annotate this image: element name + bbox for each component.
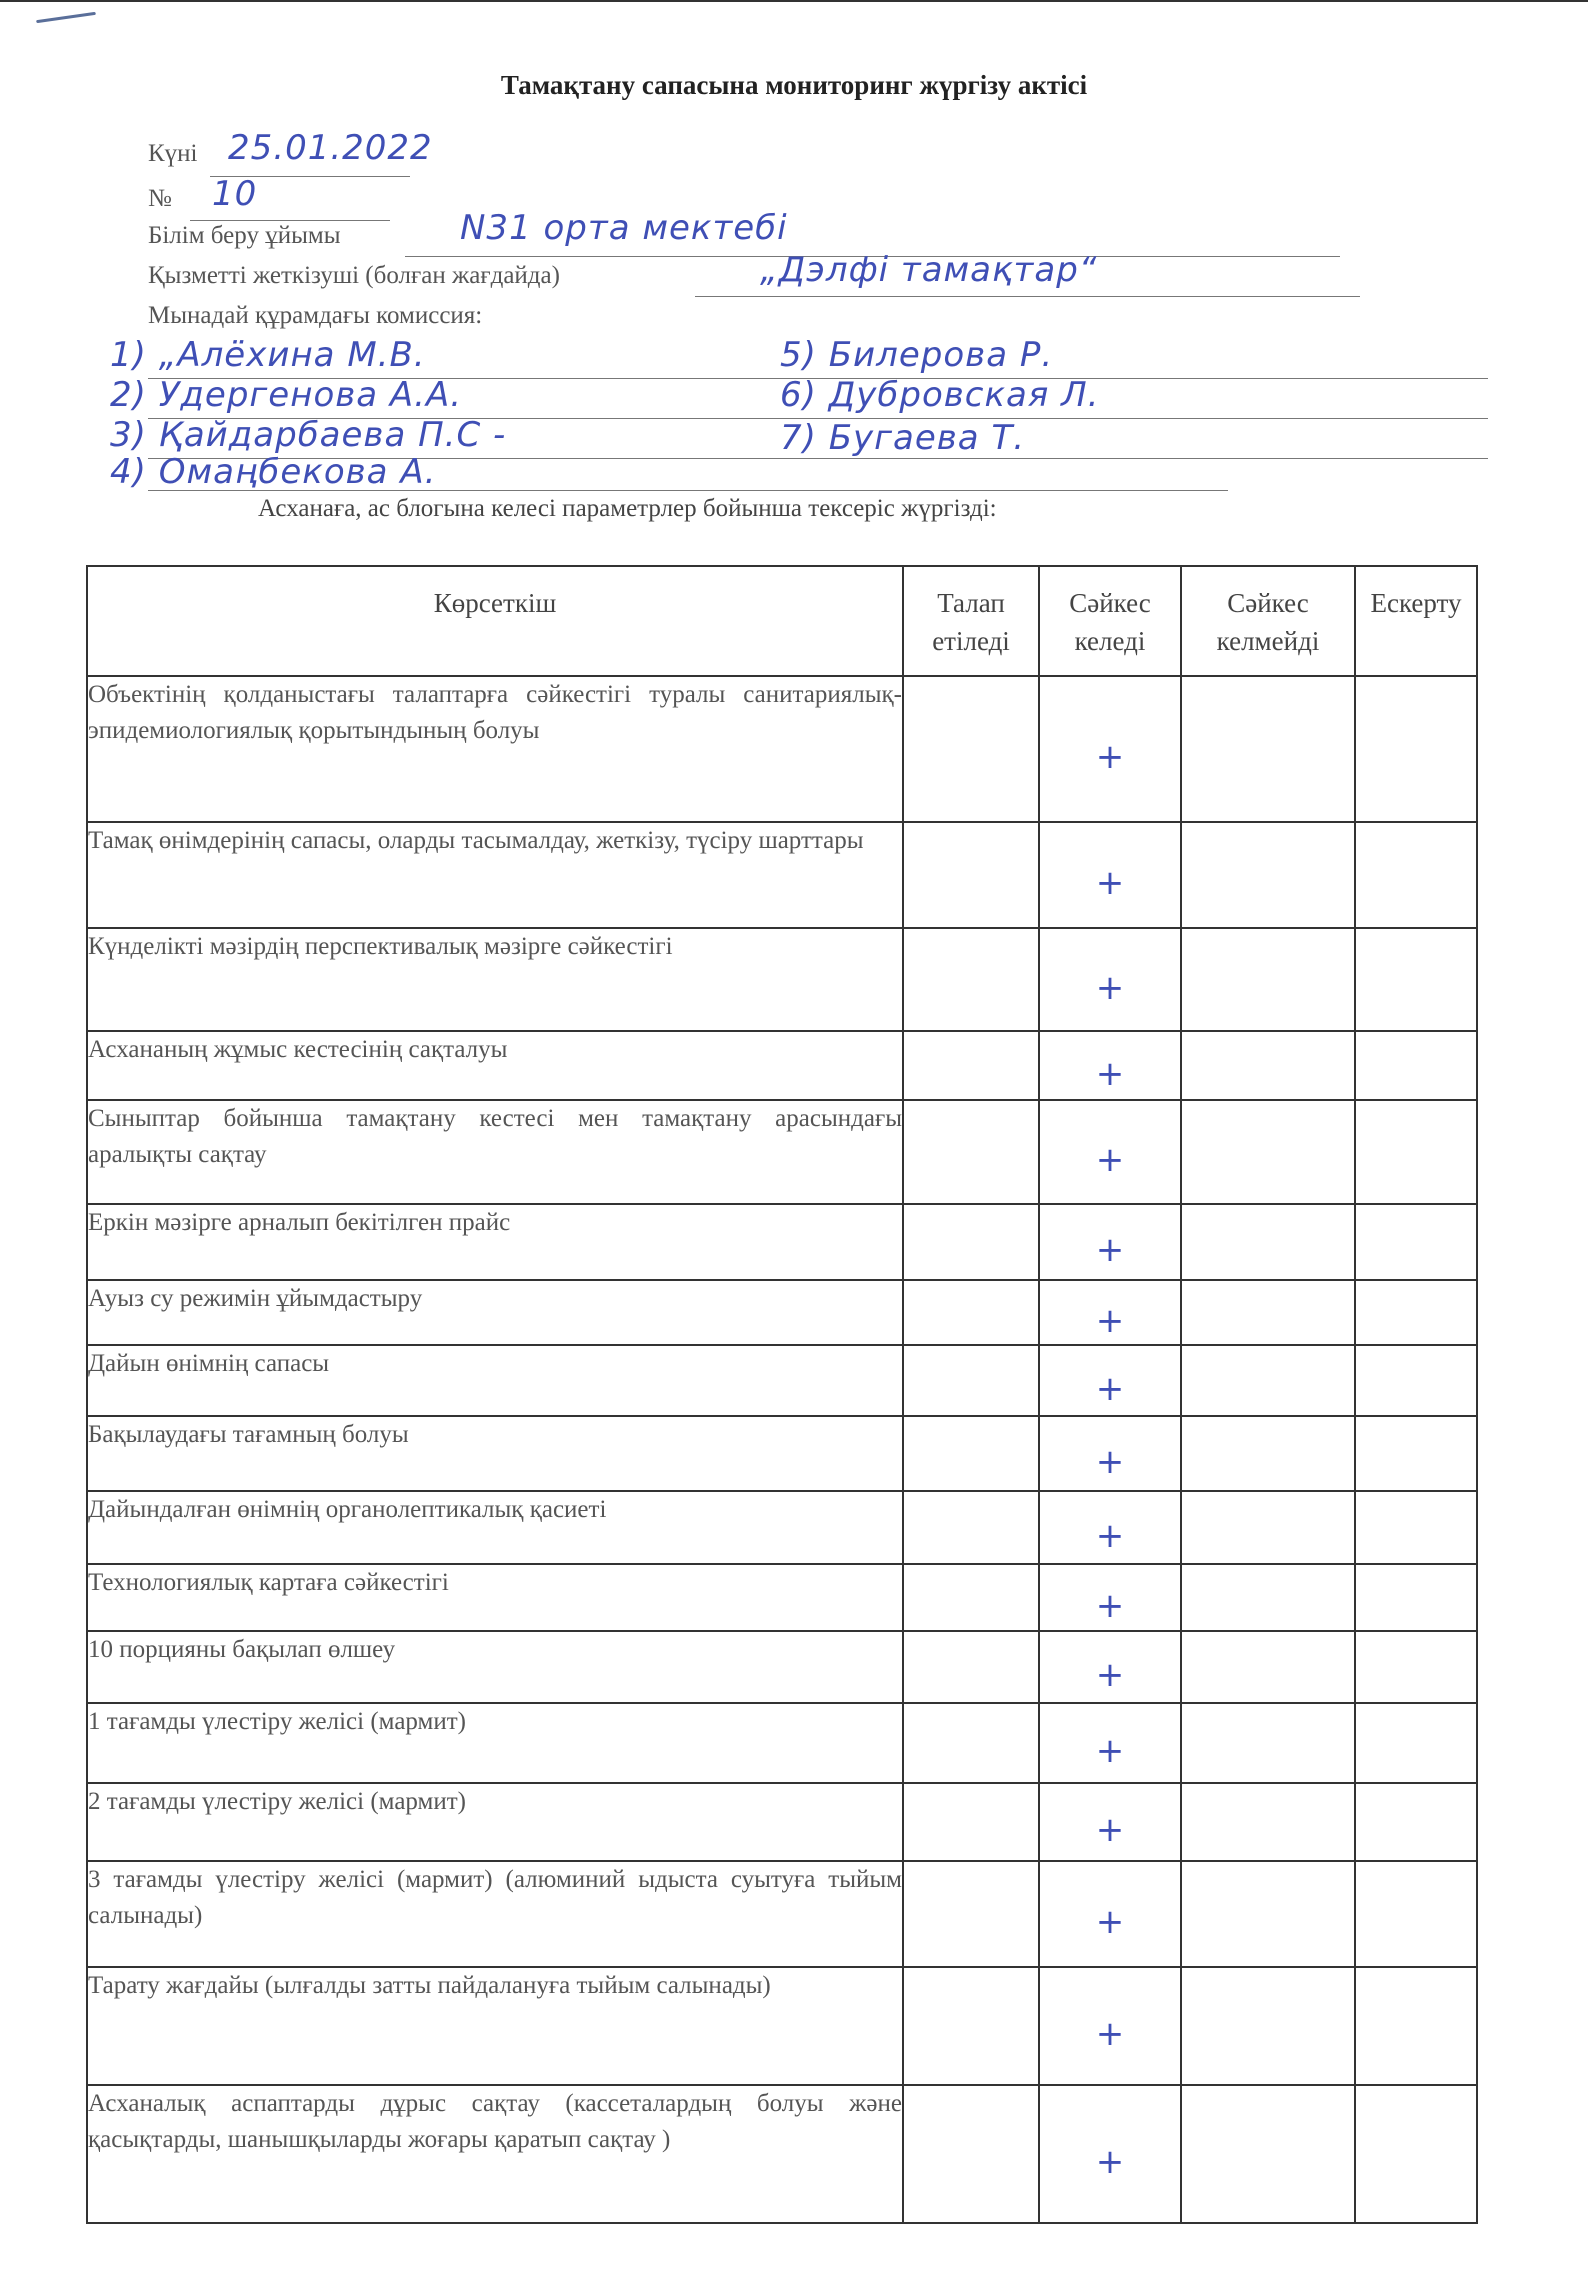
- row-indicator: Технологиялық картаға сәйкестігі: [87, 1564, 903, 1631]
- table-row: [87, 1031, 1477, 1100]
- commission-label: Мынадай құрамдағы комиссия:: [148, 302, 483, 329]
- table-row: [87, 1564, 1477, 1631]
- commission-member-6: 6) Дубровская Л.: [780, 375, 1100, 415]
- row-indicator: Бақылаудағы тағамның болуы: [87, 1416, 903, 1491]
- table-row: [87, 1967, 1477, 2085]
- compliant-mark: +: [1095, 1810, 1125, 1850]
- noncompliant-cell: [1181, 676, 1355, 822]
- noncompliant-cell: [1181, 1967, 1355, 2085]
- required-cell: [903, 1280, 1039, 1345]
- supplier-label: Қызметті жеткізуші (болған жағдайда): [148, 262, 560, 289]
- compliant-cell: [1039, 822, 1181, 928]
- row-indicator: Еркін мәзірге арналып бекітілген прайс: [87, 1204, 903, 1280]
- required-cell: [903, 1783, 1039, 1861]
- table-row: [87, 1491, 1477, 1564]
- commission-line-4: [148, 490, 1228, 491]
- compliant-cell: [1039, 1280, 1181, 1345]
- compliant-mark: +: [1095, 1902, 1125, 1942]
- noncompliant-cell: [1181, 1280, 1355, 1345]
- compliant-cell: [1039, 1703, 1181, 1783]
- commission-member-7: 7) Бугаева Т.: [780, 418, 1026, 458]
- row-indicator: Асханалық аспаптарды дұрыс сақтау (кассеталардың болуы және қасықтарды, шанышқыларды жоғары қаратып сақтау ): [87, 2085, 903, 2223]
- note-cell: [1355, 822, 1477, 928]
- note-cell: [1355, 1491, 1477, 1564]
- number-label: №: [148, 185, 172, 212]
- pen-mark: [36, 12, 96, 23]
- number-underline: [190, 220, 390, 221]
- table-row: [87, 822, 1477, 928]
- compliant-mark: +: [1095, 863, 1125, 903]
- table-row: [87, 1280, 1477, 1345]
- required-cell: [903, 1204, 1039, 1280]
- table-row: [87, 1703, 1477, 1783]
- note-cell: [1355, 1204, 1477, 1280]
- required-cell: [903, 1564, 1039, 1631]
- top-border-line: [0, 0, 1588, 2]
- row-indicator: Асхананың жұмыс кестесінің сақталуы: [87, 1031, 903, 1100]
- organization-value: N31 орта мектебі: [460, 208, 788, 248]
- note-cell: [1355, 1280, 1477, 1345]
- compliant-cell: [1039, 676, 1181, 822]
- date-value: 25.01.2022: [228, 128, 433, 168]
- row-indicator: 10 порцияны бақылап өлшеу: [87, 1631, 903, 1703]
- column-header-noncompliant: Сәйкес келмейді: [1181, 566, 1355, 676]
- commission-member-5: 5) Билерова Р.: [780, 335, 1054, 375]
- table-row: [87, 2085, 1477, 2223]
- compliant-cell: [1039, 1631, 1181, 1703]
- document-title: Тамақтану сапасына мониторинг жүргізу актісі: [500, 70, 1088, 100]
- compliant-mark: +: [1095, 1585, 1125, 1626]
- inspection-intro: Асханаға, ас блогына келесі параметрлер бойынша тексеріс жүргізді:: [258, 495, 997, 522]
- noncompliant-cell: [1181, 1783, 1355, 1861]
- compliant-cell: [1039, 928, 1181, 1031]
- compliant-cell: [1039, 1345, 1181, 1416]
- note-cell: [1355, 1783, 1477, 1861]
- noncompliant-cell: [1181, 1491, 1355, 1564]
- column-header-compliant: Сәйкес келеді: [1039, 566, 1181, 676]
- noncompliant-cell: [1181, 1100, 1355, 1204]
- row-indicator: Ауыз су режимін ұйымдастыру: [87, 1280, 903, 1345]
- table-header-row: [87, 566, 1477, 676]
- compliant-cell: [1039, 1491, 1181, 1564]
- compliant-mark: +: [1095, 967, 1125, 1008]
- compliant-mark: +: [1095, 1441, 1125, 1482]
- compliant-cell: [1039, 1564, 1181, 1631]
- compliant-cell: [1039, 1861, 1181, 1967]
- note-cell: [1355, 928, 1477, 1031]
- column-header-indicator: Көрсеткіш: [87, 566, 903, 676]
- compliant-mark: +: [1095, 2014, 1125, 2054]
- table-row: [87, 1204, 1477, 1280]
- required-cell: [903, 1491, 1039, 1564]
- required-cell: [903, 676, 1039, 822]
- noncompliant-cell: [1181, 1703, 1355, 1783]
- date-label: Күні: [148, 140, 198, 167]
- note-cell: [1355, 676, 1477, 822]
- commission-member-4: 4) Омаңбекова А.: [110, 452, 437, 492]
- commission-member-3: 3) Қайдарбаева П.С -: [110, 415, 507, 455]
- compliant-mark: +: [1095, 737, 1125, 777]
- column-header-note: Ескерту: [1355, 566, 1477, 676]
- organization-label: Білім беру ұйымы: [148, 222, 341, 249]
- row-indicator: Дайын өнімнің сапасы: [87, 1345, 903, 1416]
- note-cell: [1355, 1416, 1477, 1491]
- table-row: [87, 676, 1477, 822]
- note-cell: [1355, 1100, 1477, 1204]
- row-indicator: 3 тағамды үлестіру желісі (мармит) (алюминий ыдыста суытуға тыйым салынады): [87, 1861, 903, 1967]
- noncompliant-cell: [1181, 1204, 1355, 1280]
- table-row: [87, 1783, 1477, 1861]
- required-cell: [903, 2085, 1039, 2223]
- compliant-mark: +: [1095, 1053, 1125, 1094]
- note-cell: [1355, 1861, 1477, 1967]
- compliant-cell: [1039, 1783, 1181, 1861]
- table-row: [87, 1861, 1477, 1967]
- compliant-cell: [1039, 1967, 1181, 2085]
- compliant-mark: +: [1095, 1300, 1125, 1341]
- compliant-mark: +: [1095, 1655, 1125, 1695]
- required-cell: [903, 1345, 1039, 1416]
- row-indicator: 2 тағамды үлестіру желісі (мармит): [87, 1783, 903, 1861]
- required-cell: [903, 928, 1039, 1031]
- noncompliant-cell: [1181, 2085, 1355, 2223]
- table-row: [87, 1631, 1477, 1703]
- commission-member-2: 2) Удергенова А.А.: [110, 375, 463, 415]
- noncompliant-cell: [1181, 1564, 1355, 1631]
- note-cell: [1355, 1967, 1477, 2085]
- row-indicator: Күнделікті мәзірдің перспективалық мәзірге сәйкестігі: [87, 928, 903, 1031]
- compliant-mark: +: [1095, 2142, 1125, 2182]
- compliant-cell: [1039, 1031, 1181, 1100]
- required-cell: [903, 1631, 1039, 1703]
- compliant-mark: +: [1095, 1230, 1125, 1270]
- inspection-table: [86, 565, 1478, 2224]
- table-row: [87, 928, 1477, 1031]
- compliant-cell: [1039, 1416, 1181, 1491]
- required-cell: [903, 1416, 1039, 1491]
- table-row: [87, 1416, 1477, 1491]
- compliant-cell: [1039, 2085, 1181, 2223]
- table-row: [87, 1100, 1477, 1204]
- note-cell: [1355, 1703, 1477, 1783]
- commission-member-1: 1) „Алёхина М.В.: [110, 335, 426, 375]
- row-indicator: Сыныптар бойынша тамақтану кестесі мен тамақтану арасындағы аралықты сақтау: [87, 1100, 903, 1204]
- compliant-mark: +: [1095, 1140, 1125, 1180]
- noncompliant-cell: [1181, 1416, 1355, 1491]
- compliant-cell: [1039, 1204, 1181, 1280]
- required-cell: [903, 1703, 1039, 1783]
- noncompliant-cell: [1181, 928, 1355, 1031]
- compliant-mark: +: [1095, 1515, 1125, 1556]
- noncompliant-cell: [1181, 1031, 1355, 1100]
- note-cell: [1355, 2085, 1477, 2223]
- required-cell: [903, 1967, 1039, 2085]
- note-cell: [1355, 1631, 1477, 1703]
- row-indicator: Тарату жағдайы (ылғалды затты пайдалануға тыйым салынады): [87, 1967, 903, 2085]
- row-indicator: Объектінің қолданыстағы талаптарға сәйкестігі туралы санитариялық-эпидемиологиялық қорытындының болуы: [87, 676, 903, 822]
- note-cell: [1355, 1031, 1477, 1100]
- column-header-required: Талап етіледі: [903, 566, 1039, 676]
- note-cell: [1355, 1345, 1477, 1416]
- required-cell: [903, 1100, 1039, 1204]
- supplier-value: „Дэлфі тамақтар“: [760, 250, 1098, 290]
- required-cell: [903, 822, 1039, 928]
- row-indicator: 1 тағамды үлестіру желісі (мармит): [87, 1703, 903, 1783]
- table-row: [87, 1345, 1477, 1416]
- noncompliant-cell: [1181, 1345, 1355, 1416]
- noncompliant-cell: [1181, 822, 1355, 928]
- required-cell: [903, 1861, 1039, 1967]
- row-indicator: Тамақ өнімдерінің сапасы, оларды тасымалдау, жеткізу, түсіру шарттары: [87, 822, 903, 928]
- noncompliant-cell: [1181, 1631, 1355, 1703]
- noncompliant-cell: [1181, 1861, 1355, 1967]
- note-cell: [1355, 1564, 1477, 1631]
- compliant-cell: [1039, 1100, 1181, 1204]
- row-indicator: Дайындалған өнімнің органолептикалық қасиеті: [87, 1491, 903, 1564]
- compliant-mark: +: [1095, 1731, 1125, 1771]
- compliant-mark: +: [1095, 1368, 1125, 1409]
- required-cell: [903, 1031, 1039, 1100]
- supplier-underline: [695, 296, 1360, 297]
- number-value: 10: [212, 174, 258, 214]
